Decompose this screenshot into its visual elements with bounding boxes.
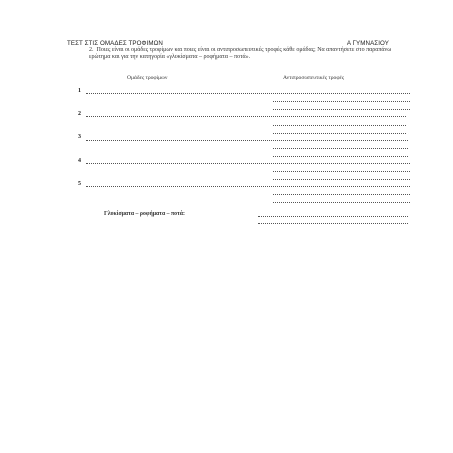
class-label: Α ΓΥΜΝΑΣΙΟΥ	[346, 40, 389, 47]
answer-line-foods-2b[interactable]	[273, 133, 406, 134]
answer-line-foods-3a[interactable]	[273, 148, 408, 149]
sweets-drinks-label: Γλυκίσματα – ροφήματα – ποτά:	[104, 211, 185, 217]
question-block	[89, 47, 394, 61]
row-number-2: 2	[78, 111, 81, 117]
answer-line-food-group-3[interactable]	[86, 140, 408, 141]
row-number-4: 4	[78, 158, 81, 164]
test-title: ΤΕΣΤ ΣΤΙΣ ΟΜΑΔΕΣ ΤΡΟΦΙΜΩΝ	[67, 40, 163, 47]
row-number-1: 1	[78, 88, 81, 94]
answer-line-foods-1a[interactable]	[273, 101, 410, 102]
answer-line-foods-4a[interactable]	[273, 171, 410, 172]
column-header-representative-foods: Αντιπροσωπευτικές τροφές	[283, 75, 345, 81]
answer-line-foods-1b[interactable]	[273, 109, 410, 110]
row-number-5: 5	[78, 181, 81, 187]
answer-line-food-group-2[interactable]	[86, 116, 406, 117]
answer-line-food-group-1[interactable]	[86, 93, 410, 94]
answer-line-sweets-drinks-b[interactable]	[258, 223, 408, 224]
answer-line-foods-2a[interactable]	[273, 125, 406, 126]
page-header	[67, 40, 389, 47]
question-text: Ποιες είναι οι ομάδες τροφίμων και ποιες είναι οι αντιπροσωπευτικές τροφές κάθε ομάδας; Να απαντήσετε στο παραπάνω ερώτημα και για την κατηγορία «γλυκίσματα – ροφήματα – ποτά».	[89, 47, 392, 60]
question-number: 2.	[89, 47, 94, 53]
answer-line-food-group-5[interactable]	[86, 186, 410, 187]
row-number-3: 3	[78, 134, 81, 140]
answer-line-sweets-drinks-a[interactable]	[258, 216, 408, 217]
answer-line-foods-3b[interactable]	[273, 156, 408, 157]
answer-line-foods-5a[interactable]	[273, 194, 410, 195]
answer-line-foods-5b[interactable]	[273, 202, 410, 203]
column-header-food-groups: Ομάδες τροφίμων	[127, 75, 168, 81]
answer-line-foods-4b[interactable]	[273, 179, 410, 180]
answer-line-food-group-4[interactable]	[86, 163, 410, 164]
